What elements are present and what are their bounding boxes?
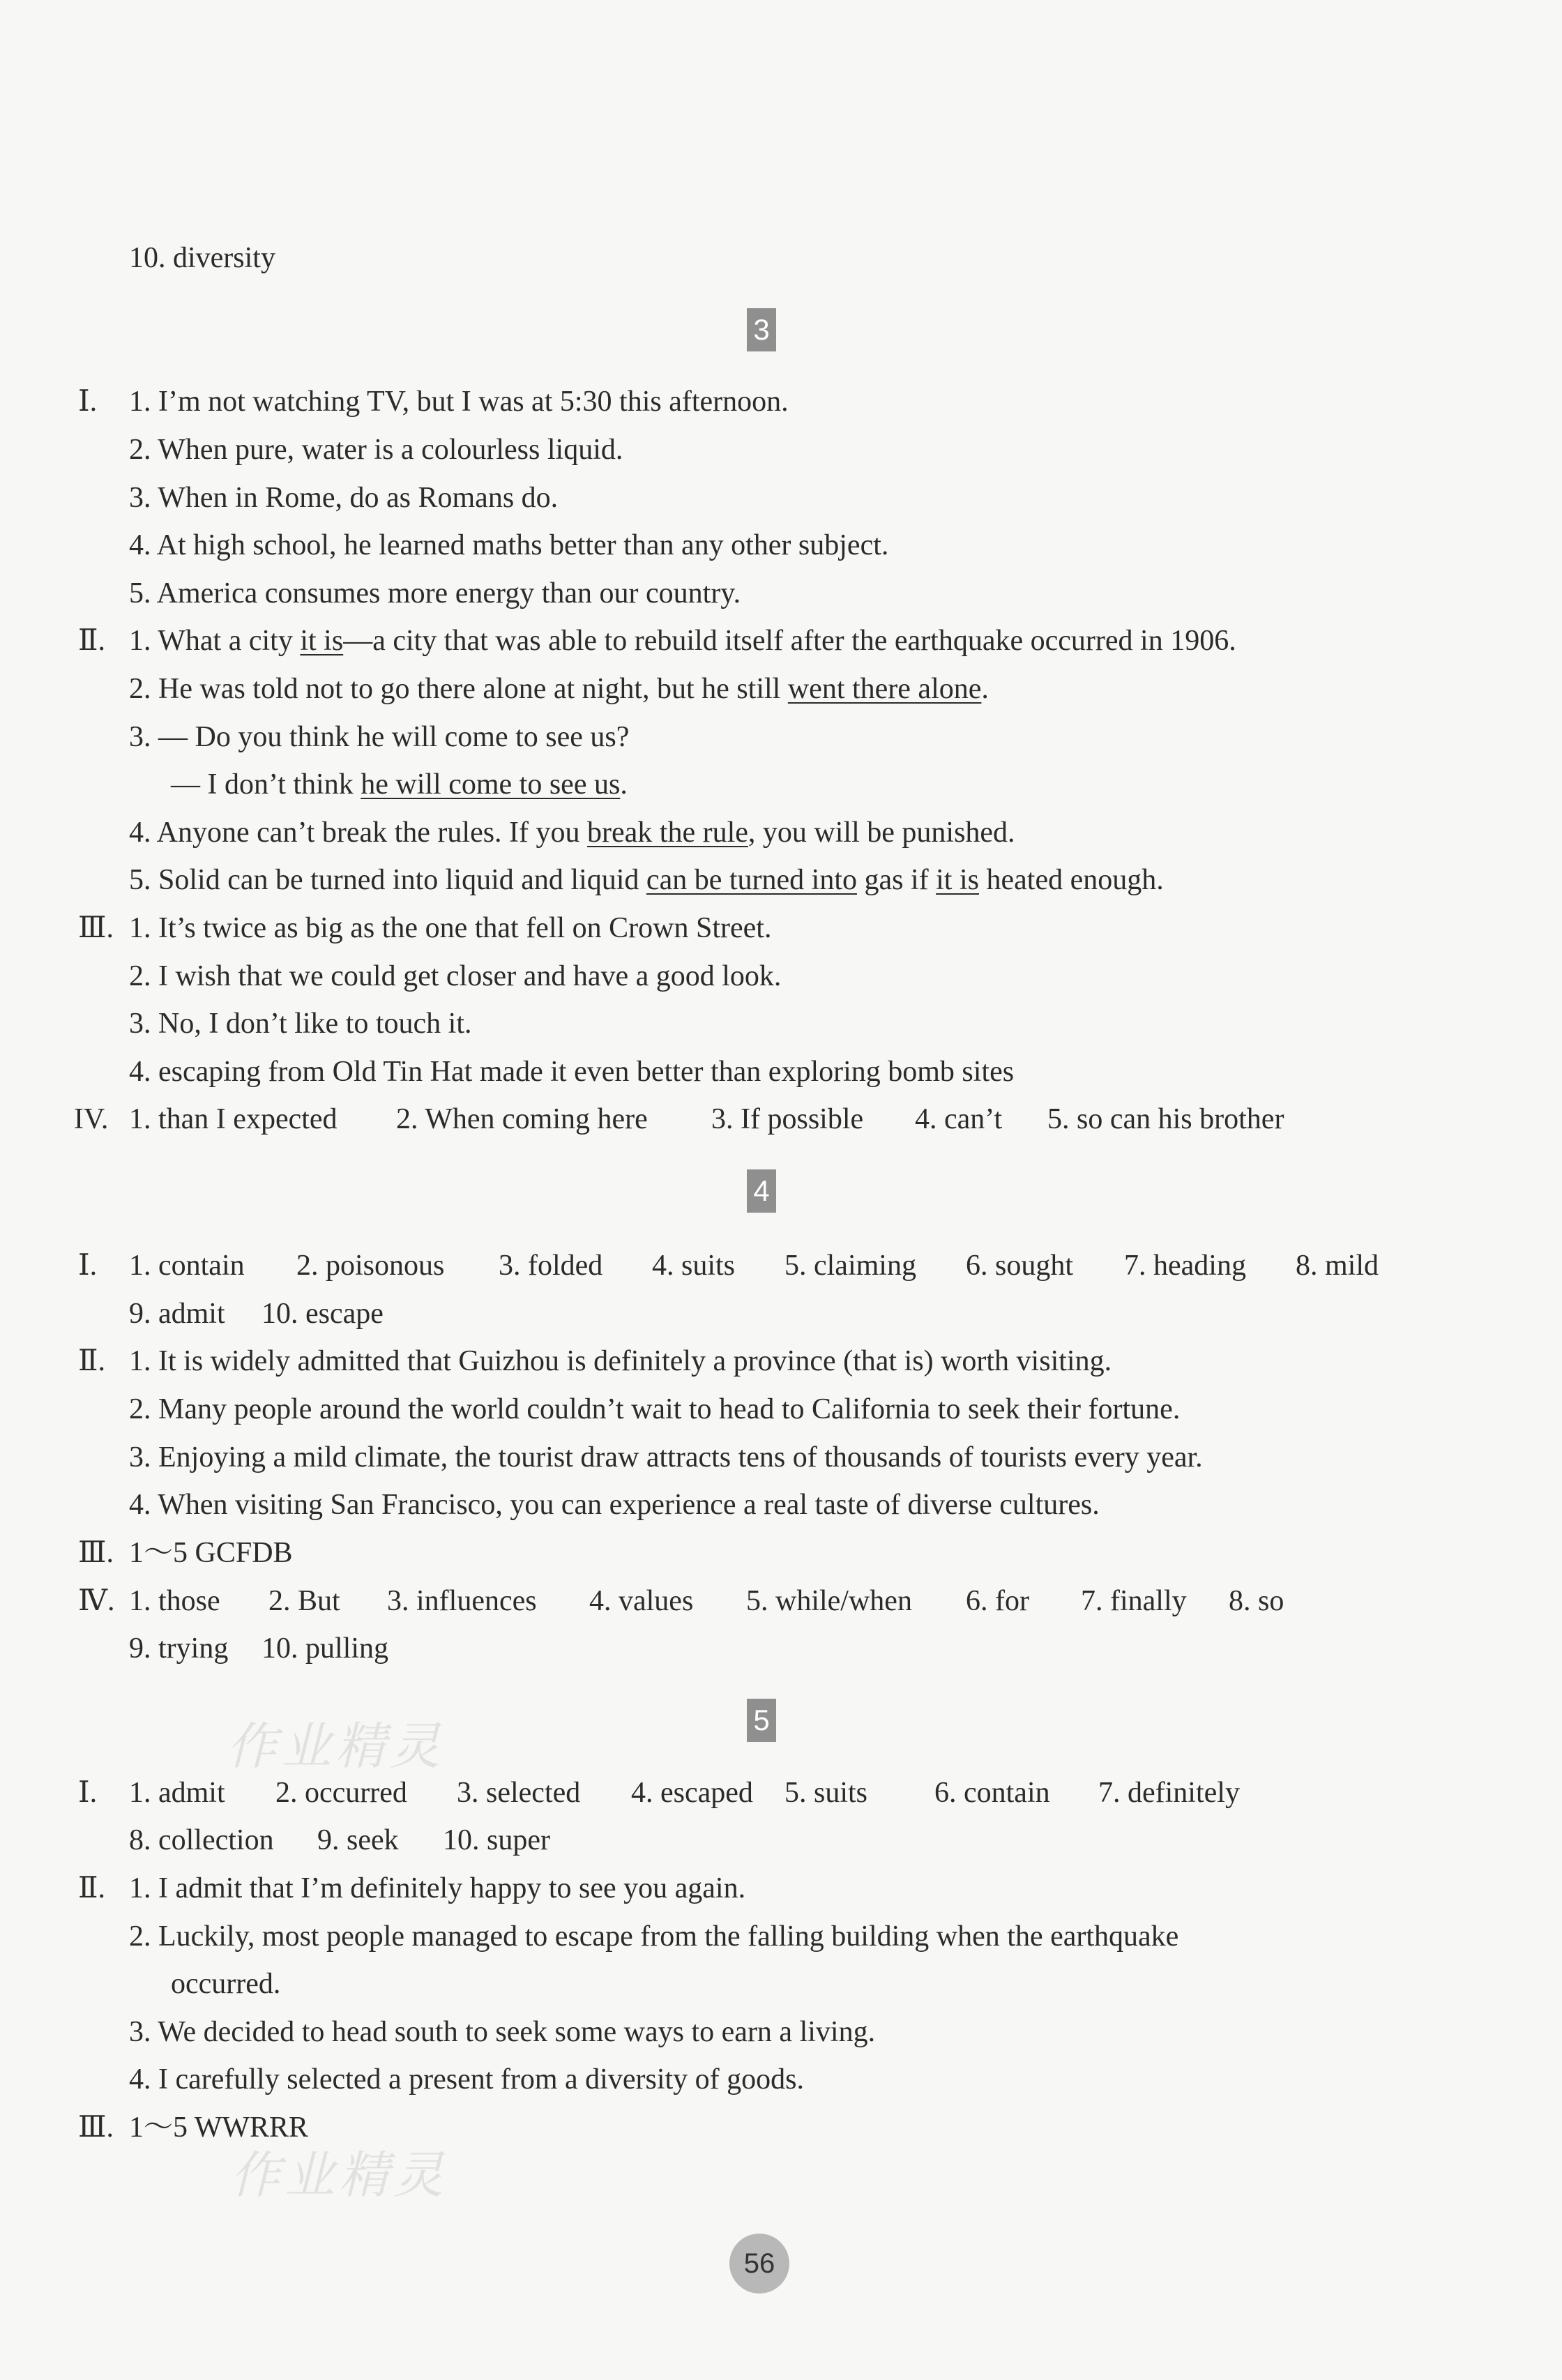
- s4-iv-item: 3. influences: [387, 1585, 537, 1617]
- s5-ii-line-4: 4. I carefully selected a present from a diversity of goods.: [129, 2063, 804, 2095]
- s5-i-item: 8. collection: [129, 1824, 274, 1856]
- s4-iv-item: 6. for: [966, 1585, 1029, 1617]
- section-5-badge: 5: [747, 1699, 776, 1742]
- s4-ii-line-1: 1. It is widely admitted that Guizhou is definitely a province (that is) worth visiting.: [129, 1345, 1112, 1377]
- s4-i-item: 2. poisonous: [296, 1250, 445, 1282]
- s3-i-line-2: 2. When pure, water is a colourless liquid.: [129, 434, 623, 466]
- s3-ii-roman: Ⅱ.: [78, 625, 106, 657]
- s4-ii-line-4: 4. When visiting San Francisco, you can experience a real taste of diverse cultures.: [129, 1489, 1100, 1521]
- s4-i-item: 5. claiming: [784, 1250, 916, 1282]
- s4-ii-roman: Ⅱ.: [78, 1345, 106, 1377]
- s3-iv-item: 3. If possible: [711, 1103, 864, 1135]
- s5-i-roman: Ⅰ.: [78, 1777, 98, 1809]
- s4-iv-item: 2. But: [268, 1585, 340, 1617]
- s3-ii-line-2: 2. He was told not to go there alone at night, but he still went there alone.: [129, 673, 989, 705]
- s4-iii-answer: 1～5 GCFDB: [129, 1537, 293, 1569]
- s3-ii-line-4: 4. Anyone can’t break the rules. If you break the rule, you will be punished.: [129, 817, 1015, 849]
- s3-iii-line-1: 1. It’s twice as big as the one that fell on Crown Street.: [129, 912, 772, 944]
- s3-ii-line-1: 1. What a city it is—a city that was able to rebuild itself after the earthquake occurred in 1906.: [129, 625, 1236, 657]
- s4-i-item: 10. escape: [261, 1298, 384, 1330]
- s3-iii-line-2: 2. I wish that we could get closer and have a good look.: [129, 960, 782, 992]
- s4-iv-item: 5. while/when: [746, 1585, 912, 1617]
- s5-ii-line-2: 2. Luckily, most people managed to escape from the falling building when the earthquake: [129, 1920, 1179, 1953]
- s3-iii-line-4: 4. escaping from Old Tin Hat made it even better than exploring bomb sites: [129, 1056, 1015, 1088]
- s5-iii-answer: 1～5 WWRRR: [129, 2112, 309, 2144]
- s4-iv-item: 8. so: [1229, 1585, 1284, 1617]
- s4-iv-item: 4. values: [589, 1585, 694, 1617]
- s4-iv-item: 9. trying: [129, 1632, 229, 1665]
- s5-iii-roman: Ⅲ.: [78, 2112, 114, 2144]
- s4-i-item: 7. heading: [1124, 1250, 1246, 1282]
- s3-iv-item: 2. When coming here: [396, 1103, 648, 1135]
- s4-iii-roman: Ⅲ.: [78, 1537, 114, 1569]
- s5-ii-line-3: 3. We decided to head south to seek some ways to earn a living.: [129, 2016, 876, 2048]
- s3-iv-item: 4. can’t: [915, 1103, 1003, 1135]
- s4-iv-item: 7. finally: [1081, 1585, 1187, 1617]
- page-number: 56: [729, 2234, 789, 2294]
- s4-iv-roman: Ⅳ.: [78, 1585, 115, 1617]
- s3-iii-line-3: 3. No, I don’t like to touch it.: [129, 1008, 472, 1040]
- s4-ii-line-2: 2. Many people around the world couldn’t wait to head to California to seek their fortune.: [129, 1393, 1181, 1425]
- s5-i-item: 9. seek: [317, 1824, 399, 1856]
- top-line: 10. diversity: [129, 242, 275, 274]
- s4-i-item: 8. mild: [1296, 1250, 1379, 1282]
- section-4-badge: 4: [747, 1169, 776, 1213]
- s4-i-item: 6. sought: [966, 1250, 1074, 1282]
- s4-i-item: 9. admit: [129, 1298, 225, 1330]
- s3-ii-line-5: 5. Solid can be turned into liquid and liquid can be turned into gas if it is heated enough.: [129, 864, 1164, 896]
- s3-iv-roman: IV.: [74, 1103, 109, 1135]
- watermark: 作业精灵: [227, 1717, 445, 1775]
- s4-iv-item: 10. pulling: [261, 1632, 389, 1665]
- s5-i-item: 7. definitely: [1098, 1777, 1240, 1809]
- s3-i-line-1: 1. I’m not watching TV, but I was at 5:30 this afternoon.: [129, 386, 789, 418]
- s3-ii-line-3b: — I don’t think he will come to see us.: [171, 768, 628, 801]
- s5-i-item: 3. selected: [457, 1777, 581, 1809]
- s5-i-item: 5. suits: [784, 1777, 868, 1809]
- s5-i-item: 10. super: [443, 1824, 550, 1856]
- s3-iv-item: 5. so can his brother: [1047, 1103, 1284, 1135]
- s3-ii-line-3: 3. — Do you think he will come to see us?: [129, 721, 630, 753]
- s3-i-roman: Ⅰ.: [78, 386, 98, 418]
- s3-i-line-5: 5. America consumes more energy than our country.: [129, 577, 741, 609]
- s4-ii-line-3: 3. Enjoying a mild climate, the tourist draw attracts tens of thousands of tourists every year.: [129, 1441, 1203, 1473]
- s3-i-line-3: 3. When in Rome, do as Romans do.: [129, 482, 559, 514]
- s5-ii-roman: Ⅱ.: [78, 1872, 106, 1904]
- s3-iii-roman: Ⅲ.: [78, 912, 114, 944]
- s5-ii-line-2b: occurred.: [171, 1968, 281, 2000]
- s5-ii-line-1: 1. I admit that I’m definitely happy to see you again.: [129, 1872, 746, 1904]
- s4-i-roman: Ⅰ.: [78, 1250, 98, 1282]
- s5-i-item: 1. admit: [129, 1777, 225, 1809]
- s3-iv-item: 1. than I expected: [129, 1103, 338, 1135]
- s5-i-item: 6. contain: [934, 1777, 1050, 1809]
- watermark: 作业精灵: [230, 2146, 448, 2204]
- section-3-badge: 3: [747, 308, 776, 351]
- s4-iv-item: 1. those: [129, 1585, 220, 1617]
- s5-i-item: 2. occurred: [275, 1777, 407, 1809]
- s4-i-item: 3. folded: [499, 1250, 603, 1282]
- s4-i-item: 1. contain: [129, 1250, 245, 1282]
- s4-i-item: 4. suits: [652, 1250, 736, 1282]
- s3-i-line-4: 4. At high school, he learned maths better than any other subject.: [129, 529, 889, 561]
- s5-i-item: 4. escaped: [631, 1777, 753, 1809]
